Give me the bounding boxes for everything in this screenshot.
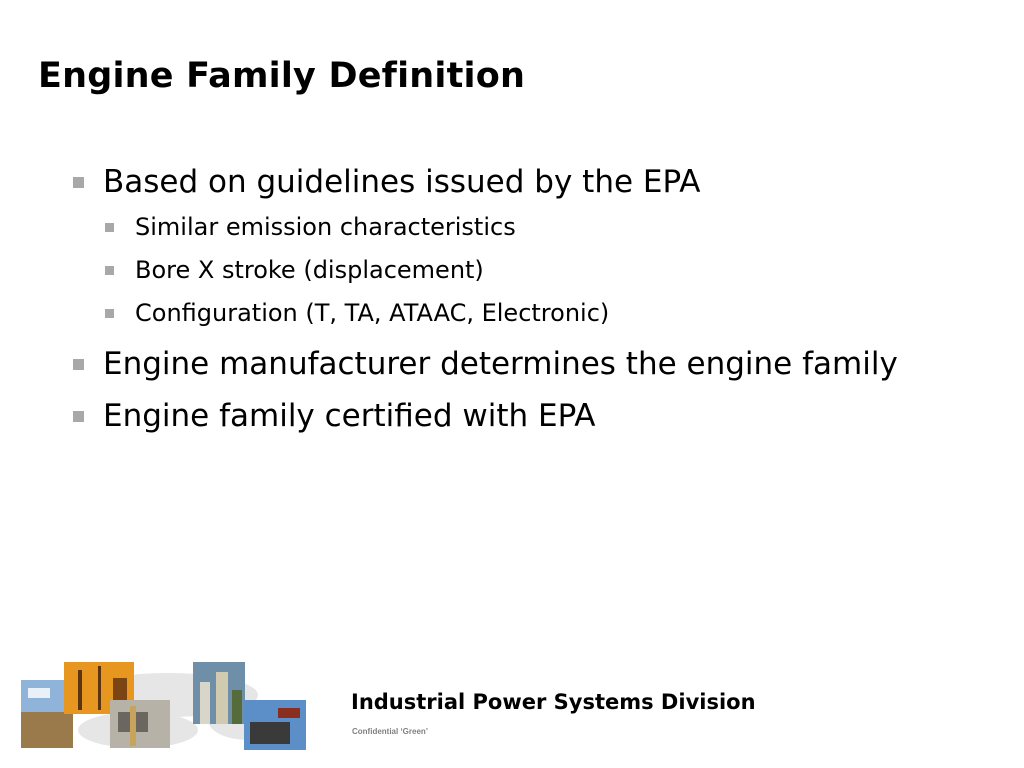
confidential-label: Confidential ‘Green’	[352, 727, 429, 736]
slide-title: Engine Family Definition	[38, 56, 526, 96]
bullet-item	[70, 344, 950, 384]
sub-bullet-text: Configuration (T, TA, ATAAC, Electronic)	[135, 299, 610, 327]
photo-engine-machine	[110, 700, 170, 748]
sub-bullet-item	[102, 253, 950, 287]
square-bullet-icon	[73, 411, 84, 422]
bullet-list	[70, 162, 950, 448]
sub-bullet-item	[102, 210, 950, 244]
square-bullet-icon	[105, 266, 114, 275]
square-bullet-icon	[73, 177, 84, 188]
bullet-text: Engine manufacturer determines the engine family	[103, 346, 898, 382]
sub-bullet-item	[102, 296, 950, 330]
photo-city-sky	[193, 662, 245, 724]
square-bullet-icon	[105, 223, 114, 232]
bullet-text: Engine family certified with EPA	[103, 398, 596, 434]
bullet-text: Based on guidelines issued by the EPA	[103, 164, 701, 200]
division-name: Industrial Power Systems Division	[351, 690, 756, 714]
sub-bullet-list	[70, 210, 950, 330]
sub-bullet-text: Bore X stroke (displacement)	[135, 256, 484, 284]
footer-photo-collage	[18, 660, 338, 760]
photo-heavy-equipment	[244, 700, 306, 750]
bullet-item	[70, 396, 950, 436]
sub-bullet-text: Similar emission characteristics	[135, 213, 516, 241]
square-bullet-icon	[105, 309, 114, 318]
square-bullet-icon	[73, 359, 84, 370]
bullet-item	[70, 162, 950, 202]
